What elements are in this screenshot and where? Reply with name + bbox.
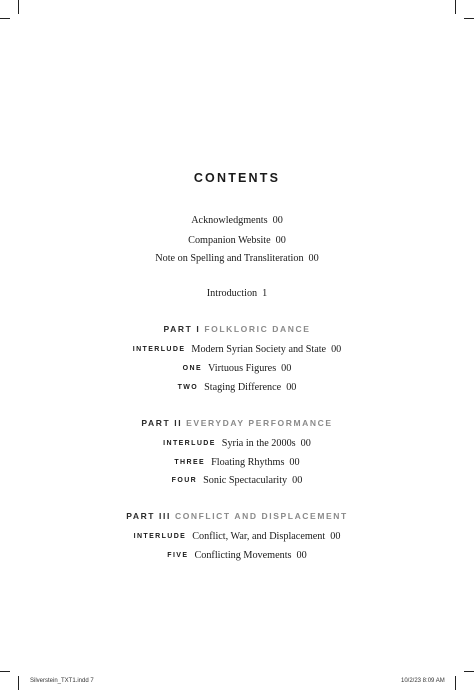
toc-entry-chapter-three[interactable] [0, 456, 474, 470]
part-number: PART I [163, 324, 201, 334]
toc-entry-text: Conflicting Movements [194, 550, 292, 561]
chapter-label: FIVE [167, 552, 189, 559]
part-title: EVERYDAY PERFORMANCE [186, 418, 333, 428]
part-heading-2 [0, 416, 474, 431]
toc-entry-part2-interlude[interactable] [0, 437, 474, 451]
toc-entry-part3-interlude[interactable] [0, 530, 474, 544]
chapter-label: THREE [174, 459, 206, 466]
crop-mark-bottom-right [455, 676, 456, 690]
toc-page-number: 00 [272, 215, 283, 226]
chapter-label: TWO [177, 384, 199, 391]
toc-entry-text: Note on Spelling and Transliteration [155, 253, 304, 264]
toc-entry-text: Staging Difference [204, 382, 282, 393]
toc-entry-chapter-five[interactable] [0, 549, 474, 563]
part-title: FOLKLORIC DANCE [204, 324, 311, 334]
toc-entry-text: Introduction [206, 288, 258, 299]
toc-entry-text: Virtuous Figures [208, 363, 277, 374]
toc-entry-text: Sonic Spectacularity [203, 475, 288, 486]
crop-mark-top-right [455, 0, 456, 14]
part-number: PART III [126, 511, 171, 521]
chapter-label: INTERLUDE [133, 533, 187, 540]
toc-entry-text: Acknowledgments [191, 215, 268, 226]
toc-entry-text: Floating Rhythms [211, 457, 285, 468]
toc-entry-acknowledgments[interactable] [0, 214, 474, 228]
toc-page-number: 00 [300, 438, 311, 449]
toc-page-number: 1 [262, 288, 268, 299]
toc-page-number: 00 [308, 253, 319, 264]
toc-entry-chapter-two[interactable] [0, 381, 474, 395]
toc-page-number: 00 [331, 344, 342, 355]
chapter-label: ONE [182, 365, 203, 372]
toc-page-number: 00 [281, 363, 292, 374]
toc-entry-text: Modern Syrian Society and State [191, 344, 327, 355]
part-heading-3 [0, 509, 474, 524]
crop-mark-right-bottom [464, 671, 474, 672]
crop-mark-top-left [18, 0, 19, 14]
part-heading-1 [0, 322, 474, 337]
chapter-label: FOUR [171, 477, 198, 484]
part-title: CONFLICT AND DISPLACEMENT [174, 511, 348, 521]
slug-timestamp: 10/2/23 8:09 AM [401, 678, 445, 684]
chapter-label: INTERLUDE [163, 440, 216, 447]
crop-mark-left-bottom [0, 671, 10, 672]
chapter-label: INTERLUDE [132, 346, 186, 353]
toc-entry-chapter-one[interactable] [0, 362, 474, 376]
toc-entry-part1-interlude[interactable] [0, 343, 474, 357]
toc-entry-introduction[interactable] [0, 287, 474, 301]
toc-page-number: 00 [275, 235, 286, 246]
crop-mark-bottom-left [18, 676, 19, 690]
toc-entry-companion-website[interactable] [0, 234, 474, 248]
toc-entry-text: Companion Website [188, 235, 271, 246]
toc-entry-text: Syria in the 2000s [221, 438, 296, 449]
page-title: CONTENTS [193, 171, 281, 185]
toc-entry-text: Conflict, War, and Displacement [192, 531, 326, 542]
toc-page-number: 00 [330, 531, 341, 542]
toc-entry-note-on-spelling[interactable] [0, 252, 474, 266]
toc-page-number: 00 [292, 475, 303, 486]
part-number: PART II [141, 418, 183, 428]
slug-filename: Silverstein_TXT1.indd 7 [30, 678, 94, 684]
crop-mark-right-top [464, 18, 474, 19]
toc-page-number: 00 [296, 550, 307, 561]
toc-page-number: 00 [289, 457, 300, 468]
crop-mark-left-top [0, 18, 10, 19]
toc-entry-chapter-four[interactable] [0, 474, 474, 488]
toc-page-number: 00 [286, 382, 297, 393]
